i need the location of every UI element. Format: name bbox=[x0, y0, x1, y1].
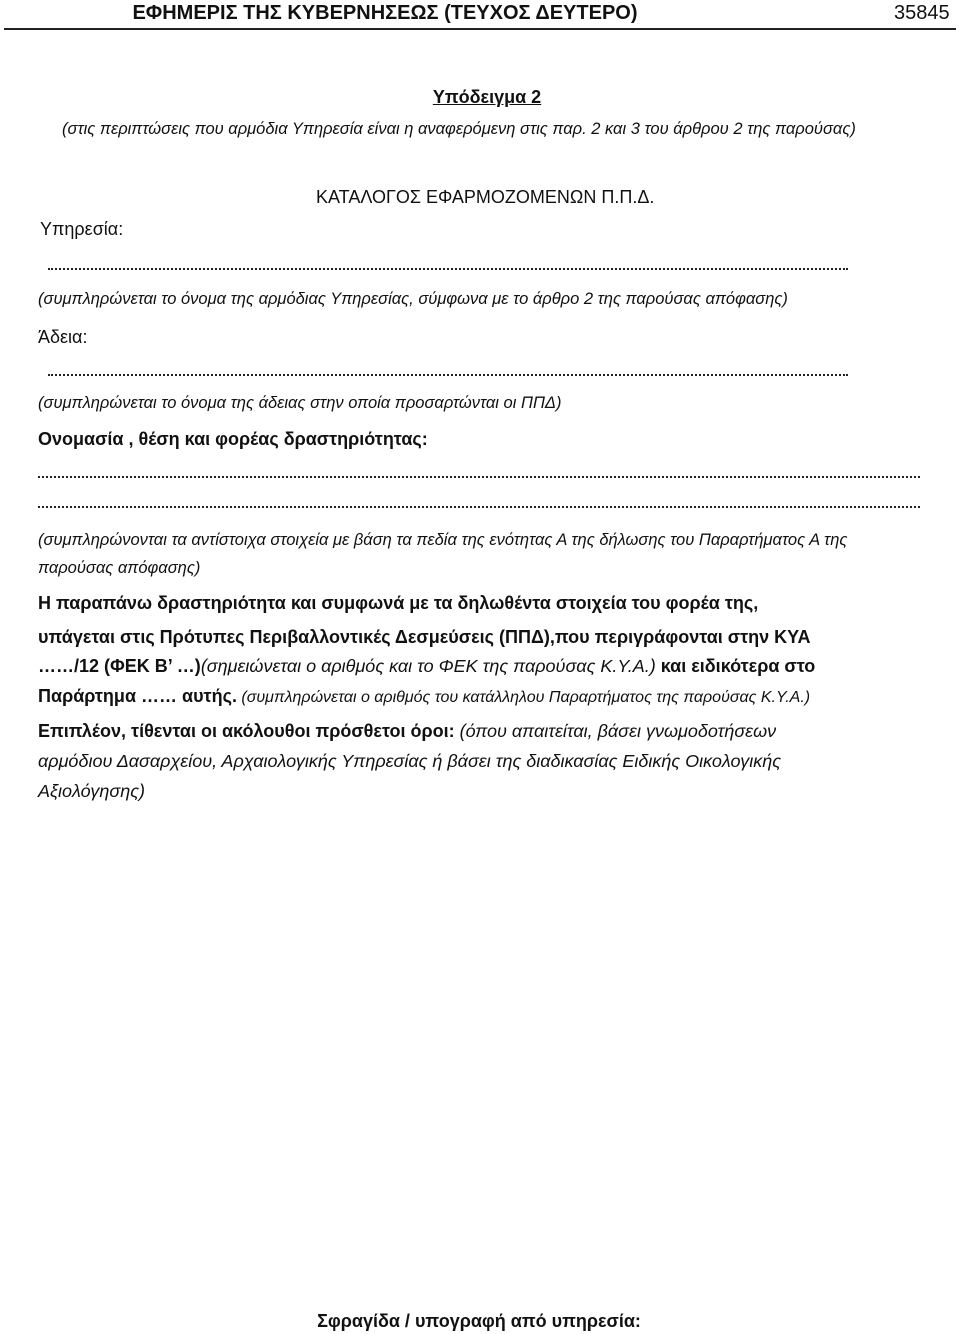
signature-label: Σφραγίδα / υπογραφή από υπηρεσία: bbox=[317, 1311, 641, 1331]
permit-label: Άδεια: bbox=[38, 327, 88, 347]
annex-reference: Παράρτημα …… αυτής. bbox=[38, 686, 237, 706]
para1-line-3-end: και ειδικότερα στο bbox=[655, 656, 816, 676]
service-fill-line bbox=[48, 268, 848, 270]
permit-note: (συμπληρώνεται το όνομα της άδειας στην οποία προσαρτώνται οι ΠΠΔ) bbox=[38, 394, 562, 412]
para1-line-4 bbox=[38, 686, 810, 707]
activity-note-line-1: (συμπληρώνονται τα αντίστοιχα στοιχεία με βάση τα πεδία της ενότητας Α της δήλωσης του Παραρτήματος Α της bbox=[38, 531, 848, 549]
service-label: Υπηρεσία: bbox=[40, 219, 124, 239]
activity-label: Ονομασία , θέση και φορέας δραστηριότητας: bbox=[38, 429, 428, 449]
gazette-title: ΕΦΗΜΕΡΙΣ ΤΗΣ ΚΥΒΕΡΝΗΣΕΩΣ (ΤΕΥΧΟΣ ΔΕΥΤΕΡΟ) bbox=[132, 2, 638, 24]
para2-line-3: Αξιολόγησης) bbox=[38, 781, 145, 801]
permit-fill-line bbox=[48, 374, 848, 376]
para1-line-2: υπάγεται στις Πρότυπες Περιβαλλοντικές Δεσμεύσεις (ΠΠΔ),που περιγράφονται στην ΚΥΑ bbox=[38, 627, 811, 647]
fek-reference-note: (σημειώνεται ο αριθμός και το ΦΕΚ της παρούσας Κ.Υ.Α.) bbox=[200, 656, 656, 676]
service-note: (συμπληρώνεται το όνομα της αρμόδιας Υπηρεσίας, σύμφωνα με το άρθρο 2 της παρούσας απόφασης) bbox=[38, 290, 788, 308]
para1-line-1: Η παραπάνω δραστηριότητα και συμφωνά με τα δηλωθέντα στοιχεία του φορέα της, bbox=[38, 593, 759, 613]
activity-note-line-2: παρούσας απόφασης) bbox=[38, 559, 201, 577]
activity-fill-line-2 bbox=[38, 506, 920, 508]
activity-fill-line-1 bbox=[38, 476, 920, 478]
para2-line-2: αρμόδιου Δασαρχείου, Αρχαιολογικής Υπηρεσίας ή βάσει της διαδικασίας Ειδικής Οικολογικής bbox=[38, 751, 781, 771]
page-number: 35845 bbox=[894, 2, 950, 24]
document-title: Υπόδειγμα 2 bbox=[432, 87, 542, 107]
fek-reference: ……/12 (ΦΕΚ Β’ …) bbox=[38, 656, 201, 676]
additional-terms-label: Επιπλέον, τίθενται οι ακόλουθοι πρόσθετοι όροι: bbox=[38, 721, 455, 741]
document-subtitle: (στις περιπτώσεις που αρμόδια Υπηρεσία είναι η αναφερόμενη στις παρ. 2 και 3 του άρθρου 2 της παρούσας) bbox=[62, 120, 856, 138]
annex-reference-note: (συμπληρώνεται ο αριθμός του κατάλληλου Παραρτήματος της παρούσας Κ.Υ.Α.) bbox=[236, 689, 811, 706]
para2-line-1 bbox=[38, 721, 776, 742]
additional-terms-note-start: (όπου απαιτείται, βάσει γνωμοδοτήσεων bbox=[454, 721, 777, 741]
header-divider bbox=[4, 28, 956, 30]
catalog-heading: ΚΑΤΑΛΟΓΟΣ ΕΦΑΡΜΟΖΟΜΕΝΩΝ Π.Π.Δ. bbox=[316, 187, 655, 207]
para1-line-3 bbox=[38, 656, 815, 677]
